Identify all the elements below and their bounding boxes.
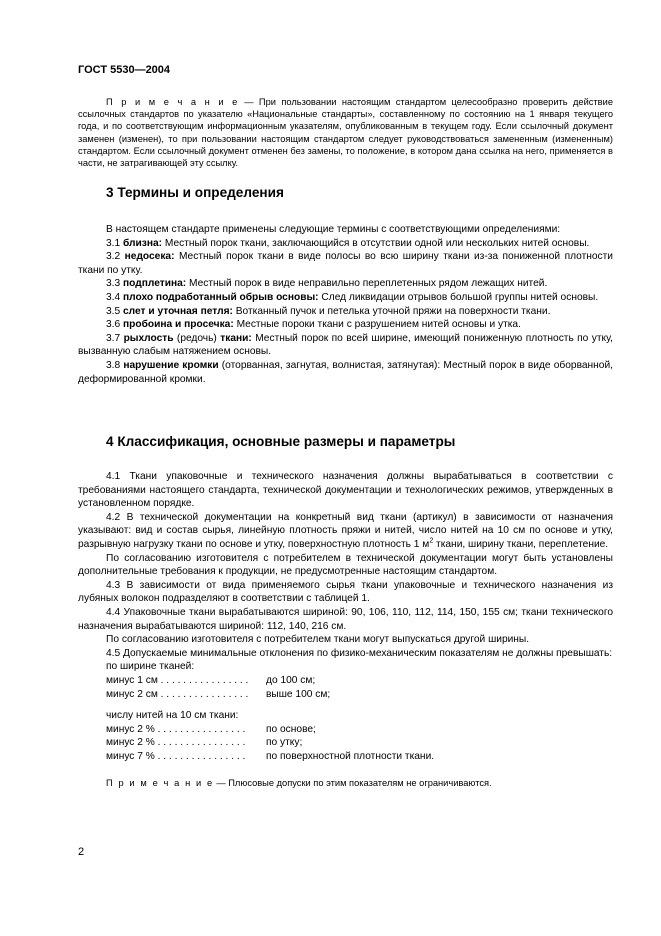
- clause-4-4: 4.4 Упаковочные ткани вырабатываются шириной: 90, 106, 110, 112, 114, 150, 155 см; ткани технического назначения вырабатываются шириной: 112, 140, 216 см.: [78, 606, 613, 632]
- tolerance-row: минус 2 % . . . . . . . . . . . . . . . . по основе;: [106, 723, 316, 735]
- clause-4-2-agreement: По согласованию изготовителя с потребителем в технической документации могут быть установлены дополнительные требования к продукции, не предусмотренные настоящим стандартом.: [78, 552, 613, 578]
- clause-4-5: 4.5 Допускаемые минимальные отклонения по физико-механическим показателям не должны превышать:: [106, 647, 613, 659]
- document-header: ГОСТ 5530—2004: [78, 64, 171, 76]
- thread-tolerances: [106, 709, 613, 763]
- section-3-intro: В настоящем стандарте применены следующие термины с соответствующими определениями:: [106, 224, 561, 235]
- term-3-1: 3.1 близна: Местный порок ткани, заключающийся в отсутствии одной или нескольких нитей основы.: [106, 237, 590, 249]
- tolerance-row: минус 2 см . . . . . . . . . . . . . . . . выше 100 см;: [106, 688, 331, 700]
- section-4-heading: 4 Классификация, основные размеры и параметры: [106, 434, 456, 449]
- term-3-8: 3.8 нарушение кромки (оторванная, загнутая, волнистая, затянутая): Местный порок в виде оборванной, деформированной кромки.: [78, 359, 613, 385]
- width-tolerances: [106, 660, 613, 701]
- tolerance-row: минус 7 % . . . . . . . . . . . . . . . . по поверхностной плотности ткани.: [106, 750, 435, 762]
- tolerance-note: П р и м е ч а н и е — Плюсовые допуски по этим показателям не ограничиваются.: [106, 778, 492, 789]
- tolerance-row: минус 1 см . . . . . . . . . . . . . . . . до 100 см;: [106, 674, 316, 686]
- clause-4-2: 4.2 В технической документации на конкретный вид ткани (артикул) в зависимости от назначения указывают: вид и состав сырья, линейную плотность пряжи и нитей, число нитей на 10 см по основе и утку, разрывную нагрузку ткани по основе и утку, поверхностную плотность 1 $м^2$ ткани, ширину ткани, переплетение.: [78, 511, 613, 550]
- tolerance-row: минус 2 % . . . . . . . . . . . . . . . . по утку;: [106, 737, 303, 749]
- note-label: П р и м е ч а н и е: [106, 97, 239, 107]
- clause-4-4-agreement: По согласованию изготовителя с потребителем ткани могут выпускаться другой ширины.: [106, 634, 530, 646]
- term-3-2: 3.2 недосека: Местный порок ткани в виде полосы во всю ширину ткани из-за пониженной плотности ткани по утку.: [78, 251, 613, 276]
- term-3-4: 3.4 плохо подработанный обрыв основы: След ликвидации отрывов большой группы нитей основы.: [106, 291, 599, 303]
- term-3-6: 3.6 пробоина и просечка: Местные пороки ткани с разрушением нитей основы и утка.: [106, 319, 521, 331]
- page-number: 2: [78, 846, 85, 858]
- note-text: — При пользовании настоящим стандартом целесообразно проверить действие ссылочных стандартов по указателю «Национальные стандарты», составленному по состоянию на 1 января текущего года, и по соответствующим информационным указателям, опубликованным в текущем году. Если ссылочный документ заменен (изменен), то при пользовании настоящим стандартом следует руководствоваться замененным (измененным) стандартом. Если ссылочный документ отменен без замены, то положение, в котором дана ссылка на него, применяется в части, не затрагивающей эту ссылку.: [78, 97, 613, 169]
- width-label: по ширине тканей:: [106, 661, 195, 673]
- clause-4-3: 4.3 В зависимости от вида применяемого сырья ткани упаковочные и технического назначения из лубяных волокон подразделяют в соответствии с таблицей 1.: [78, 579, 613, 605]
- section-4-body: [78, 470, 613, 791]
- section-3-body: [78, 223, 613, 386]
- term-3-7: 3.7 рыхлость (редочь) ткани: Местный порок по всей ширине, имеющий пониженную плотность по утку, вызванную слабым натяжением основы.: [78, 332, 613, 358]
- clause-4-1: 4.1 Ткани упаковочные и технического назначения должны вырабатываться в соответствии с требованиями настоящего стандарта, технической документации и технологических режимов, утвержденных в установленном порядке.: [78, 471, 613, 510]
- threads-label: числу нитей на 10 см ткани:: [106, 710, 239, 722]
- term-3-3: 3.3 подплетина: Местный порок в виде неправильно переплетенных рядом лежащих нитей.: [106, 278, 548, 290]
- reference-note: [78, 96, 613, 169]
- section-3-heading: 3 Термины и определения: [106, 185, 284, 200]
- term-3-5: 3.5 слет и уточная петля: Вотканный пучок и петелька уточной пряжи на поверхности ткани.: [106, 305, 551, 317]
